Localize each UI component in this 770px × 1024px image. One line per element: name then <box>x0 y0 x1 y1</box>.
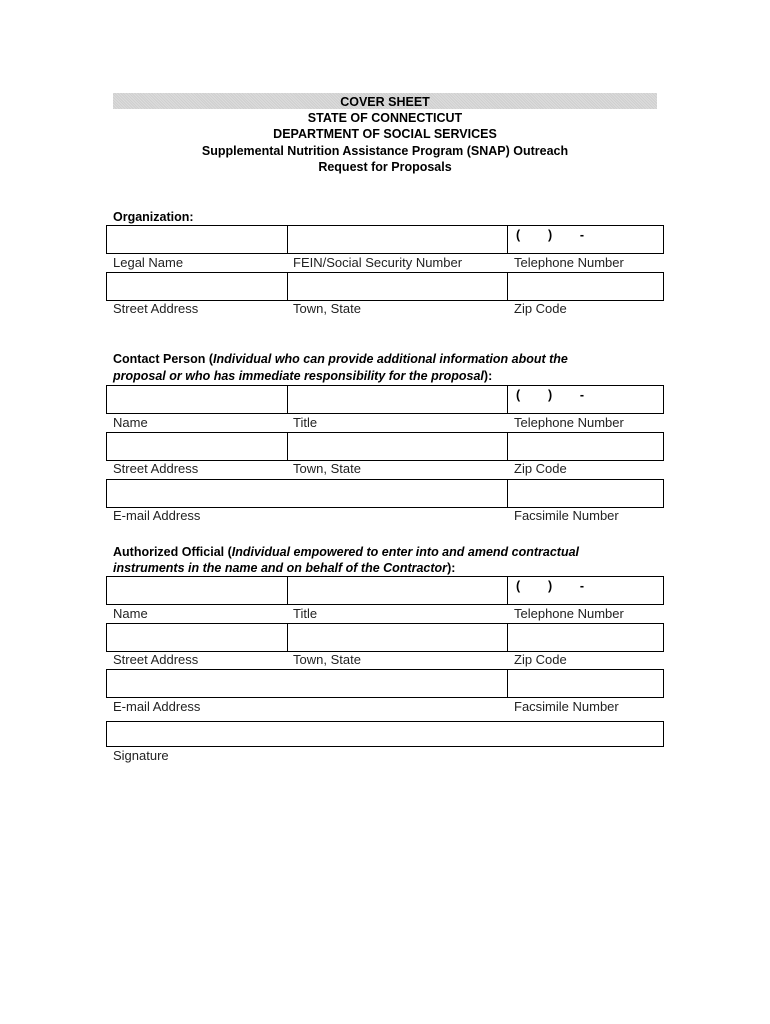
official-town-field[interactable] <box>287 623 508 652</box>
label-official-telephone: Telephone Number <box>514 606 624 621</box>
label-official-name: Name <box>113 606 148 621</box>
label-org-zip: Zip Code <box>514 301 567 316</box>
label-signature: Signature <box>113 748 169 763</box>
label-contact-telephone: Telephone Number <box>514 415 624 430</box>
contact-title-field[interactable] <box>287 385 508 414</box>
label-contact-fax: Facsimile Number <box>514 508 619 523</box>
official-telephone-field[interactable] <box>507 576 664 605</box>
label-contact-street: Street Address <box>113 461 199 476</box>
contact-fax-field[interactable] <box>507 479 664 508</box>
state-title: STATE OF CONNECTICUT <box>307 111 463 125</box>
department-title: DEPARTMENT OF SOCIAL SERVICES <box>273 127 497 141</box>
org-zip-field[interactable] <box>507 272 664 301</box>
label-official-street: Street Address <box>113 652 199 667</box>
label-official-town: Town, State <box>293 652 361 667</box>
label-official-email: E-mail Address <box>113 699 201 714</box>
label-official-zip: Zip Code <box>514 652 567 667</box>
official-heading-line2: instruments in the name and on behalf of the Contractor): <box>113 561 456 575</box>
label-contact-title: Title <box>293 415 318 430</box>
label-official-title: Title <box>293 606 318 621</box>
contact-heading: Contact Person (Individual who can provide additional information about the <box>113 352 568 366</box>
rfp-title: Request for Proposals <box>318 160 452 174</box>
official-fax-field[interactable] <box>507 669 664 698</box>
official-street-field[interactable] <box>106 623 288 652</box>
official-title-field[interactable] <box>287 576 508 605</box>
contact-street-field[interactable] <box>106 432 288 461</box>
cover-sheet-title: COVER SHEET <box>340 95 430 109</box>
label-org-street: Street Address <box>113 301 199 316</box>
org-fein-field[interactable] <box>287 225 508 254</box>
label-legal-name: Legal Name <box>113 255 184 270</box>
phone-format: ( ) - <box>516 579 585 593</box>
contact-telephone-field[interactable] <box>507 385 664 414</box>
label-org-telephone: Telephone Number <box>514 255 624 270</box>
official-name-field[interactable] <box>106 576 288 605</box>
label-official-fax: Facsimile Number <box>514 699 619 714</box>
label-contact-email: E-mail Address <box>113 508 201 523</box>
organization-heading: Organization: <box>113 210 194 224</box>
label-contact-town: Town, State <box>293 461 361 476</box>
org-legal-name-field[interactable] <box>106 225 288 254</box>
contact-name-field[interactable] <box>106 385 288 414</box>
contact-town-field[interactable] <box>287 432 508 461</box>
contact-heading-line2: proposal or who has immediate responsibility for the proposal): <box>113 369 493 383</box>
org-town-field[interactable] <box>287 272 508 301</box>
program-title: Supplemental Nutrition Assistance Program (SNAP) Outreach <box>201 144 569 158</box>
phone-format: ( ) - <box>516 388 585 402</box>
label-contact-name: Name <box>113 415 148 430</box>
official-email-field[interactable] <box>106 669 508 698</box>
official-heading: Authorized Official (Individual empowered to enter into and amend contractual <box>113 545 580 559</box>
org-street-field[interactable] <box>106 272 288 301</box>
label-contact-zip: Zip Code <box>514 461 567 476</box>
contact-zip-field[interactable] <box>507 432 664 461</box>
label-org-town: Town, State <box>293 301 361 316</box>
label-fein: FEIN/Social Security Number <box>293 255 463 270</box>
official-zip-field[interactable] <box>507 623 664 652</box>
official-signature-field[interactable] <box>106 721 664 747</box>
phone-format: ( ) - <box>516 228 585 242</box>
org-telephone-field[interactable] <box>507 225 664 254</box>
contact-email-field[interactable] <box>106 479 508 508</box>
